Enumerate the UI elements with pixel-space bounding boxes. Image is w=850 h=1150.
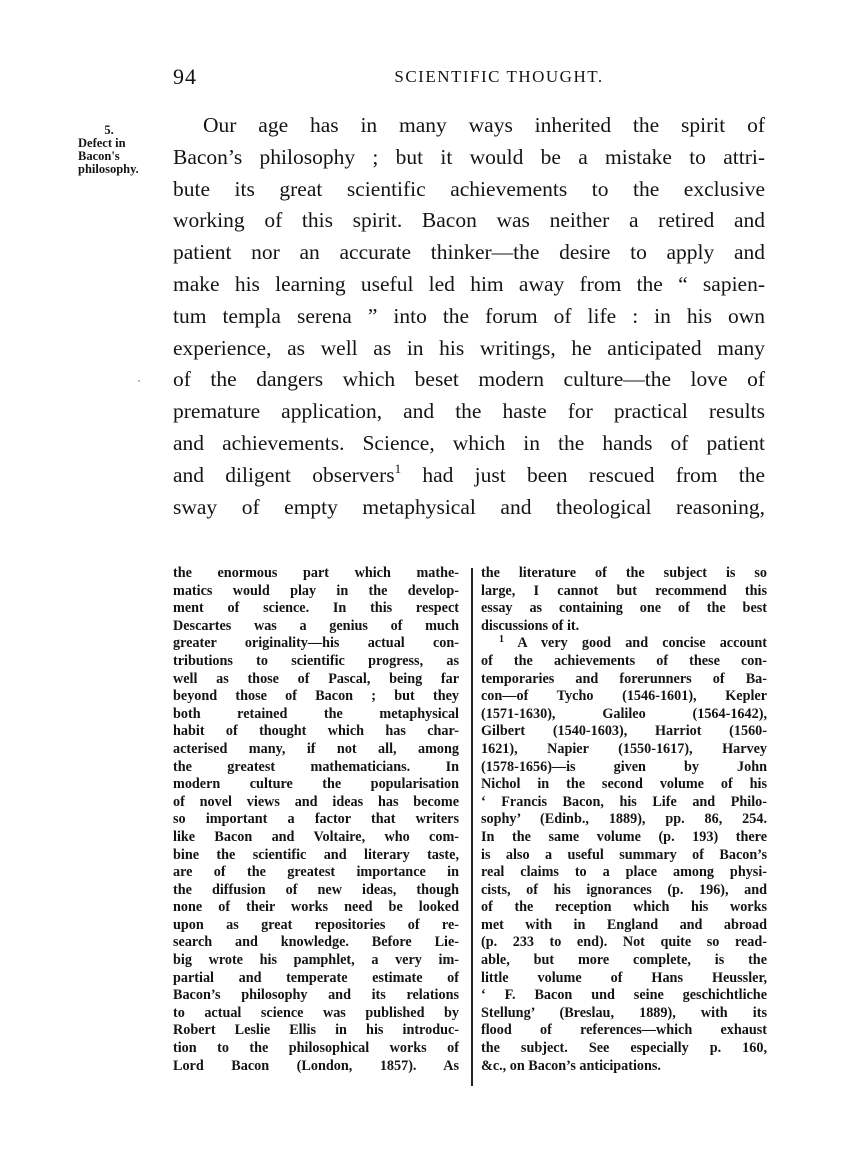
footnote-line: of the achievements of these con- xyxy=(481,652,767,669)
footnote-line: &c., on Bacon’s anticipations. xyxy=(481,1057,661,1074)
footnote-line: Stellung’ (Breslau, 1889), with its xyxy=(481,1004,767,1021)
footnote-line: Gilbert (1540-1603), Harriot (1560- xyxy=(481,723,767,740)
footnote-line: temporaries and forerunners of Ba- xyxy=(481,670,767,687)
footnote-line: habit of thought which has char- xyxy=(173,723,459,740)
body-line: bute its great scientific achievements to the exclusive xyxy=(173,176,765,201)
footnote-line: the greatest mathematicians. In xyxy=(173,758,459,775)
footnote-line: to actual science was published by xyxy=(173,1004,459,1021)
body-line: tum templa serena ” into the forum of life : in his own xyxy=(173,303,765,328)
footnote-line: upon as great repositories of re- xyxy=(173,916,459,933)
footnote-line: 1621), Napier (1550-1617), Harvey xyxy=(481,740,767,757)
body-line: of the dangers which beset modern culture—the love of xyxy=(173,367,765,392)
footnote-column-right xyxy=(481,565,767,1075)
footnote-line: of the reception which his works xyxy=(481,899,767,916)
page-number: 94 xyxy=(173,64,197,89)
running-title: SCIENTIFIC THOUGHT. xyxy=(394,67,604,86)
footnote-line: Lord Bacon (London, 1857). As xyxy=(173,1057,459,1074)
print-speck xyxy=(138,380,140,382)
footnote-line: Descartes was a genius of much xyxy=(173,617,459,634)
body-line: make his learning useful led him away from the “ sapien- xyxy=(173,271,765,296)
footnote-line: able, but more complete, is the xyxy=(481,952,767,969)
body-paragraph xyxy=(173,110,765,523)
footnote-line: ment of science. In this respect xyxy=(173,600,459,617)
footnote-line: tributions to scientific progress, as xyxy=(173,652,459,669)
footnote-line: flood of references—which exhaust xyxy=(481,1022,767,1039)
body-line: premature application, and the haste for practical results xyxy=(173,399,765,424)
footnote-line: the subject. See especially p. 160, xyxy=(481,1040,767,1057)
column-divider xyxy=(471,568,473,1086)
footnote-line: ‘ Francis Bacon, his Life and Philo- xyxy=(481,793,767,810)
margin-note-number: 5. xyxy=(104,123,114,137)
footnote-line: matics would play in the develop- xyxy=(173,582,459,599)
footnote-line: essay as containing one of the best xyxy=(481,600,767,617)
footnote-line: met with in England and abroad xyxy=(481,916,767,933)
footnote-line: the enormous part which mathe- xyxy=(173,565,459,581)
footnote-line: Robert Leslie Ellis in his introduc- xyxy=(173,1022,459,1039)
footnote-line: big wrote his pamphlet, a very im- xyxy=(173,952,459,969)
footnote-column-left xyxy=(173,565,459,1075)
footnote-line: both retained the metaphysical xyxy=(173,705,459,722)
footnote-line: A very good and concise account xyxy=(504,635,767,652)
footnote-line: the diffusion of new ideas, though xyxy=(173,881,459,898)
footnote-line: Bacon’s philosophy and its relations xyxy=(173,987,459,1004)
margin-note xyxy=(78,124,160,176)
body-line: working of this spirit. Bacon was neither a retired and xyxy=(173,208,765,233)
footnote-line: modern culture the popularisation xyxy=(173,776,459,793)
footnote-line: acterised many, if not all, among xyxy=(173,740,459,757)
margin-note-line: Bacon's xyxy=(78,149,120,163)
footnote-line: the literature of the subject is so xyxy=(481,565,767,581)
footnote-marker: 1 xyxy=(499,634,504,646)
footnote-line: partial and temperate estimate of xyxy=(173,969,459,986)
footnote-line: beyond those of Bacon ; but they xyxy=(173,688,459,705)
body-line: sway of empty metaphysical and theological reasoning, xyxy=(173,494,765,519)
footnote-line: large, I cannot but recommend this xyxy=(481,582,767,599)
footnote-line: are of the greatest importance in xyxy=(173,864,459,881)
footnote-line: cists, of his ignorances (p. 196), and xyxy=(481,881,767,898)
footnote-line: real claims to a place among physi- xyxy=(481,864,767,881)
body-line: Bacon’s philosophy ; but it would be a mistake to attri- xyxy=(173,144,765,169)
footnote-ref[interactable]: 1 xyxy=(394,460,402,476)
footnote-line: of novel views and ideas has become xyxy=(173,793,459,810)
body-line: Our age has in many ways inherited the spirit of xyxy=(203,113,765,137)
body-line: and achievements. Science, which in the hands of patient xyxy=(173,430,765,455)
footnote-line: tion to the philosophical works of xyxy=(173,1040,459,1057)
body-line-start: and diligent observers xyxy=(173,462,395,487)
body-line-with-footnote xyxy=(173,460,765,492)
footnote-line: (1571-1630), Galileo (1564-1642), xyxy=(481,705,767,722)
footnote-1-start xyxy=(481,635,767,653)
body-line-end: had just been rescued from the xyxy=(401,462,766,487)
footnote-line: greater originality—his actual con- xyxy=(173,635,459,652)
footnote-line: discussions of it. xyxy=(481,617,580,634)
footnote-line: (p. 233 to end). Not quite so read- xyxy=(481,934,767,951)
footnote-line: con—of Tycho (1546-1601), Kepler xyxy=(481,688,767,705)
body-line: patient nor an accurate thinker—the desire to apply and xyxy=(173,240,765,265)
footnote-line: sophy’ (Edinb., 1889), pp. 86, 254. xyxy=(481,811,767,828)
footnote-line: so important a factor that writers xyxy=(173,811,459,828)
footnote-line: is also a useful summary of Bacon’s xyxy=(481,846,767,863)
footnote-line: well as those of Pascal, being far xyxy=(173,670,459,687)
footnote-line: bine the scientific and literary taste, xyxy=(173,846,459,863)
footnote-line: ‘ F. Bacon und seine geschichtliche xyxy=(481,987,767,1004)
margin-note-line: philosophy. xyxy=(78,162,139,176)
body-line: experience, as well as in his writings, he anticipated many xyxy=(173,335,765,360)
footnote-line: search and knowledge. Before Lie- xyxy=(173,934,459,951)
running-head xyxy=(173,64,765,94)
margin-note-line: Defect in xyxy=(78,136,126,150)
footnote-line: little volume of Hans Heussler, xyxy=(481,969,767,986)
footnote-line: (1578-1656)—is given by John xyxy=(481,758,767,775)
footnote-line: like Bacon and Voltaire, who com- xyxy=(173,828,459,845)
footnote-line: In the same volume (p. 193) there xyxy=(481,828,767,845)
footnote-line: Nichol in the second volume of his xyxy=(481,776,767,793)
footnote-line: none of their works need be looked xyxy=(173,899,459,916)
